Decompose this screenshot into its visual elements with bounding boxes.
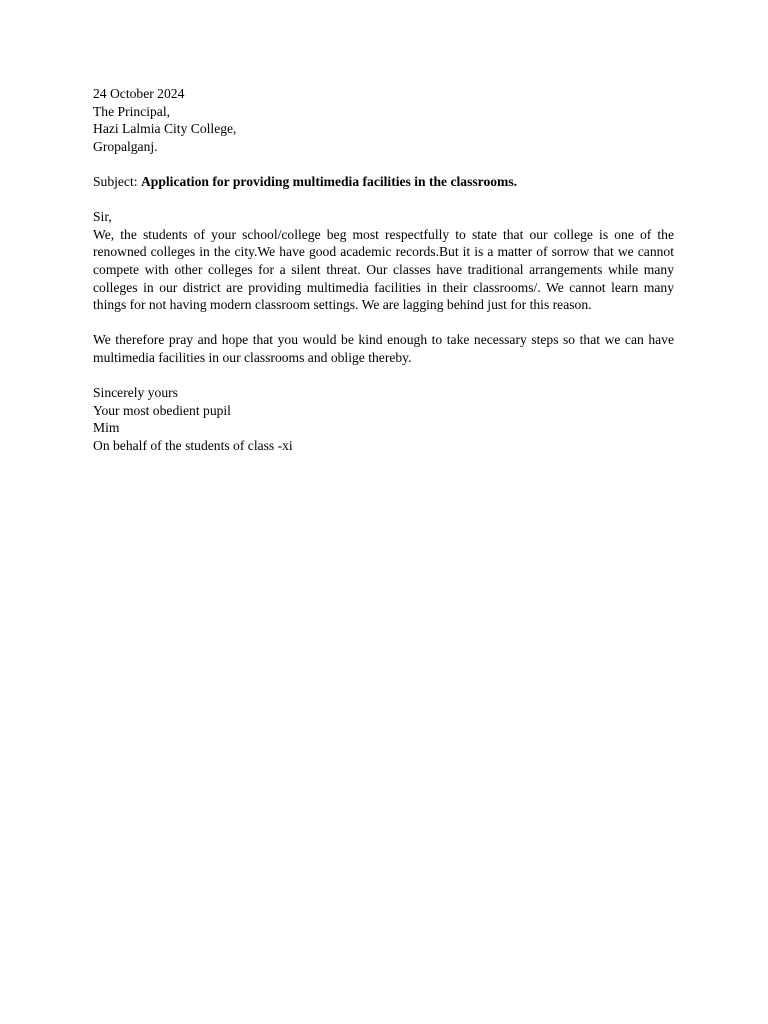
recipient-title: The Principal, xyxy=(93,103,171,119)
recipient-institution: Hazi Lalmia City College, xyxy=(93,121,237,137)
spacer xyxy=(93,155,674,173)
sender-name: Mim xyxy=(93,420,120,436)
body-paragraph-2: We therefore pray and hope that you would be kind enough to take necessary steps so that we can have multimedia facilities in our classrooms and oblige thereby. xyxy=(93,332,674,365)
spacer xyxy=(93,314,674,332)
closing-line: Sincerely yours xyxy=(93,385,178,401)
sender-affiliation: On behalf of the students of class -xi xyxy=(93,437,293,453)
recipient-location: Gropalganj. xyxy=(93,138,158,154)
spacer xyxy=(93,191,674,209)
subject-text: Application for providing multimedia facilities in the classrooms. xyxy=(140,173,518,189)
subject-label: Subject: xyxy=(93,173,141,189)
subject-line xyxy=(93,173,674,191)
body-paragraph-1: We, the students of your school/college beg most respectfully to state that our college is one of the renowned colleges in the city.We have good academic records.But it is a matter of sorrow that we cannot compete with other colleges for a silent threat. Our classes have traditional arrangements while many colleges in our district are providing multimedia facilities in their classrooms/. We cannot learn many things for not having modern classroom settings. We are lagging behind just for this reason. xyxy=(93,226,674,313)
closing-descriptor: Your most obedient pupil xyxy=(93,402,231,418)
spacer xyxy=(93,367,674,385)
letter-body xyxy=(93,85,674,454)
letter-date: 24 October 2024 xyxy=(93,86,185,101)
salutation: Sir, xyxy=(93,209,112,225)
